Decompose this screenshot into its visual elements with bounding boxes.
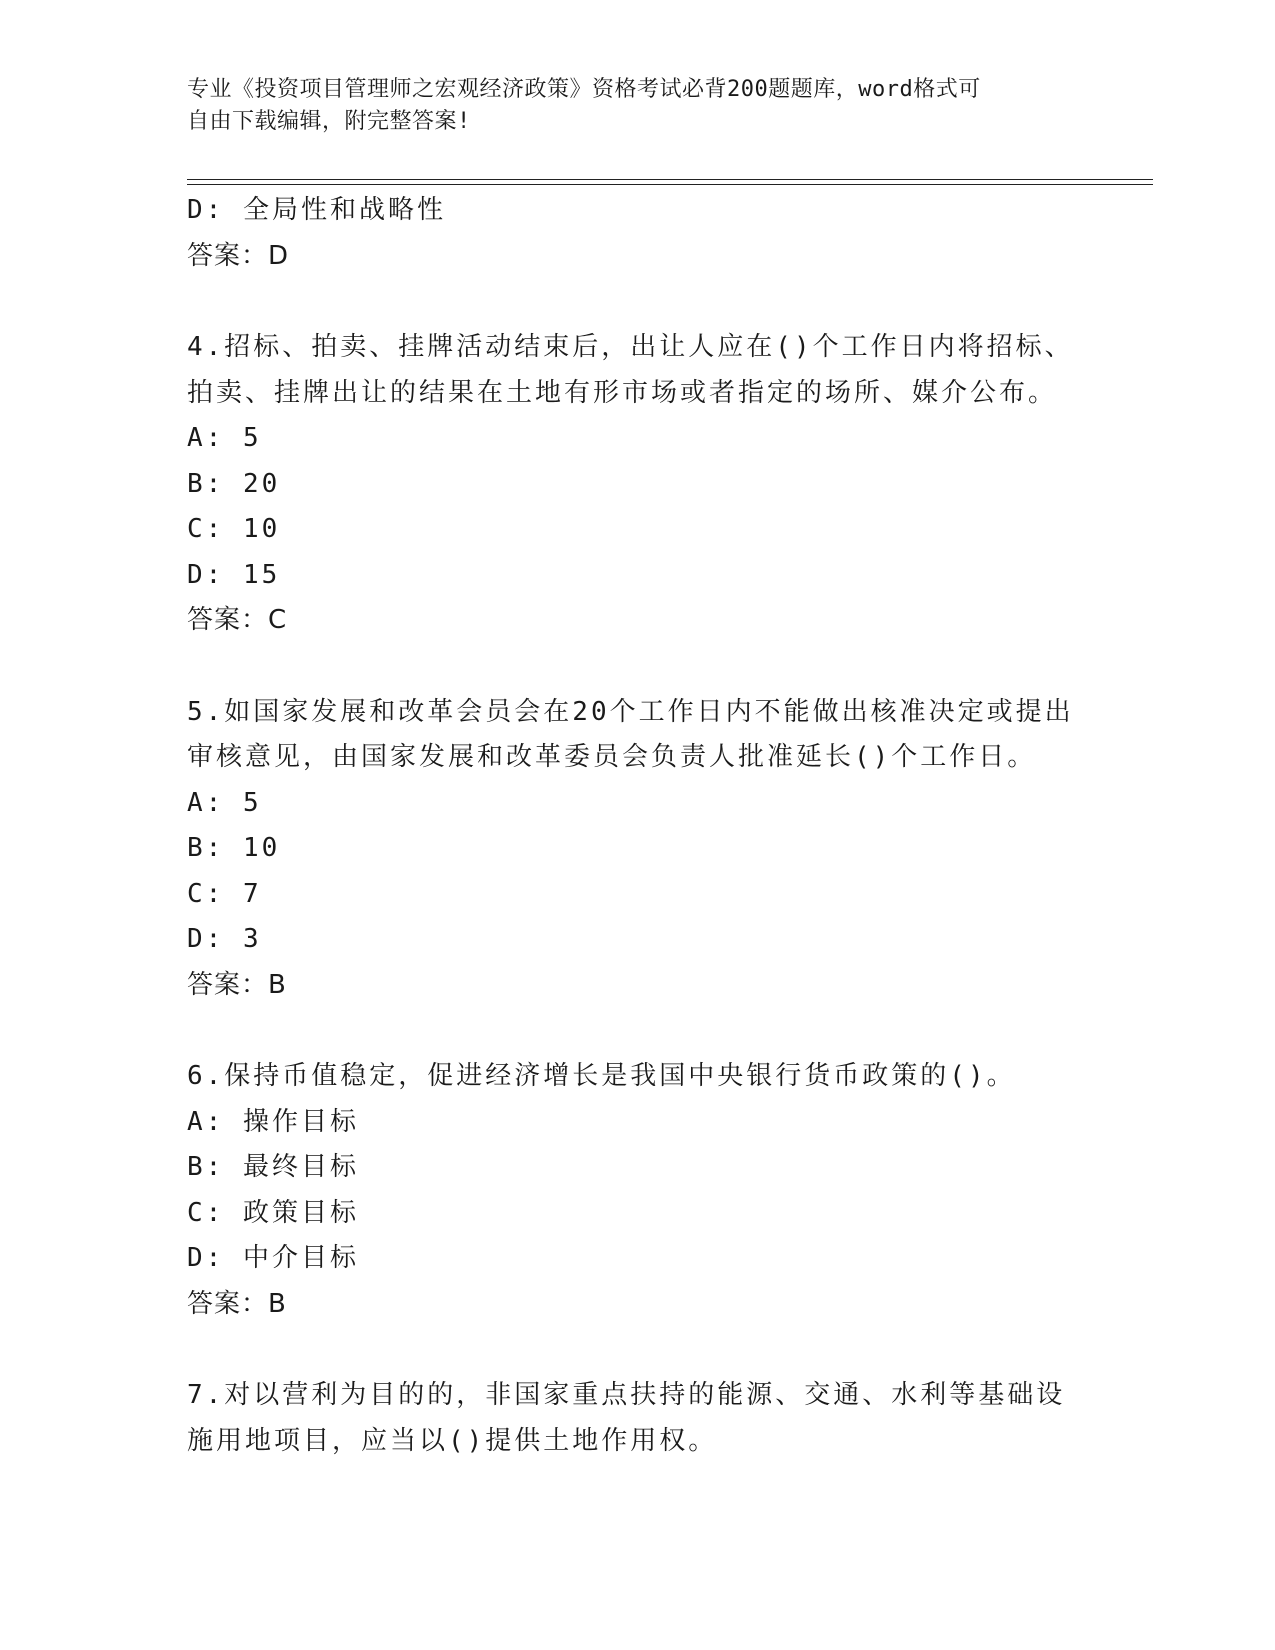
option-b: B: 最终目标	[187, 1152, 359, 1182]
question-3-tail	[187, 188, 1147, 279]
question-text-line-2: 拍卖、挂牌出让的结果在土地有形市场或者指定的场所、媒介公布。	[187, 377, 1058, 408]
question-7	[187, 1373, 1147, 1464]
question-6	[187, 1054, 1147, 1327]
option-c: C: 政策目标	[187, 1197, 359, 1228]
option-c: C: 7	[187, 878, 262, 909]
spacer	[187, 644, 1147, 690]
spacer	[187, 1327, 1147, 1373]
question-text-line-1: 4.招标、拍卖、挂牌活动结束后，出让人应在()个工作日内将招标、	[187, 332, 1074, 362]
option-c: C: 10	[187, 514, 281, 544]
answer-line: 答案：D	[187, 240, 290, 271]
answer-line: 答案：B	[187, 1288, 287, 1319]
option-b: B: 10	[187, 833, 281, 863]
option-a: A: 5	[187, 787, 262, 818]
question-text-line-1: 7.对以营利为目的的，非国家重点扶持的能源、交通、水利等基础设	[187, 1380, 1066, 1410]
answer-line: 答案：C	[187, 605, 288, 635]
spacer	[187, 279, 1147, 325]
document-header	[187, 74, 1067, 138]
question-text-line-2: 施用地项目，应当以()提供土地作用权。	[187, 1425, 718, 1456]
option-b: B: 20	[187, 468, 281, 499]
option-a: A: 5	[187, 423, 262, 453]
question-text-line-1: 5.如国家发展和改革会员会在20个工作日内不能做出核准决定或提出	[187, 696, 1074, 727]
question-text-line-2: 审核意见，由国家发展和改革委员会负责人批准延长()个工作日。	[187, 742, 1037, 772]
option-a: A: 操作目标	[187, 1106, 359, 1137]
question-4	[187, 325, 1147, 644]
question-text-line-1: 6.保持币值稳定，促进经济增长是我国中央银行货币政策的()。	[187, 1061, 1016, 1091]
header-line-2: 自由下载编辑，附完整答案!	[187, 109, 471, 134]
question-5	[187, 690, 1147, 1009]
question-list	[187, 188, 1147, 1464]
option-d: D: 中介目标	[187, 1243, 359, 1273]
answer-line: 答案：B	[187, 969, 287, 1000]
spacer	[187, 1008, 1147, 1054]
header-divider-top	[187, 179, 1153, 180]
option-d: D: 全局性和战略性	[187, 195, 446, 225]
header-line-1: 专业《投资项目管理师之宏观经济政策》资格考试必背200题题库，word格式可	[187, 77, 981, 102]
option-d: D: 15	[187, 559, 281, 590]
option-d: D: 3	[187, 924, 262, 954]
header-divider-bottom	[187, 184, 1153, 185]
